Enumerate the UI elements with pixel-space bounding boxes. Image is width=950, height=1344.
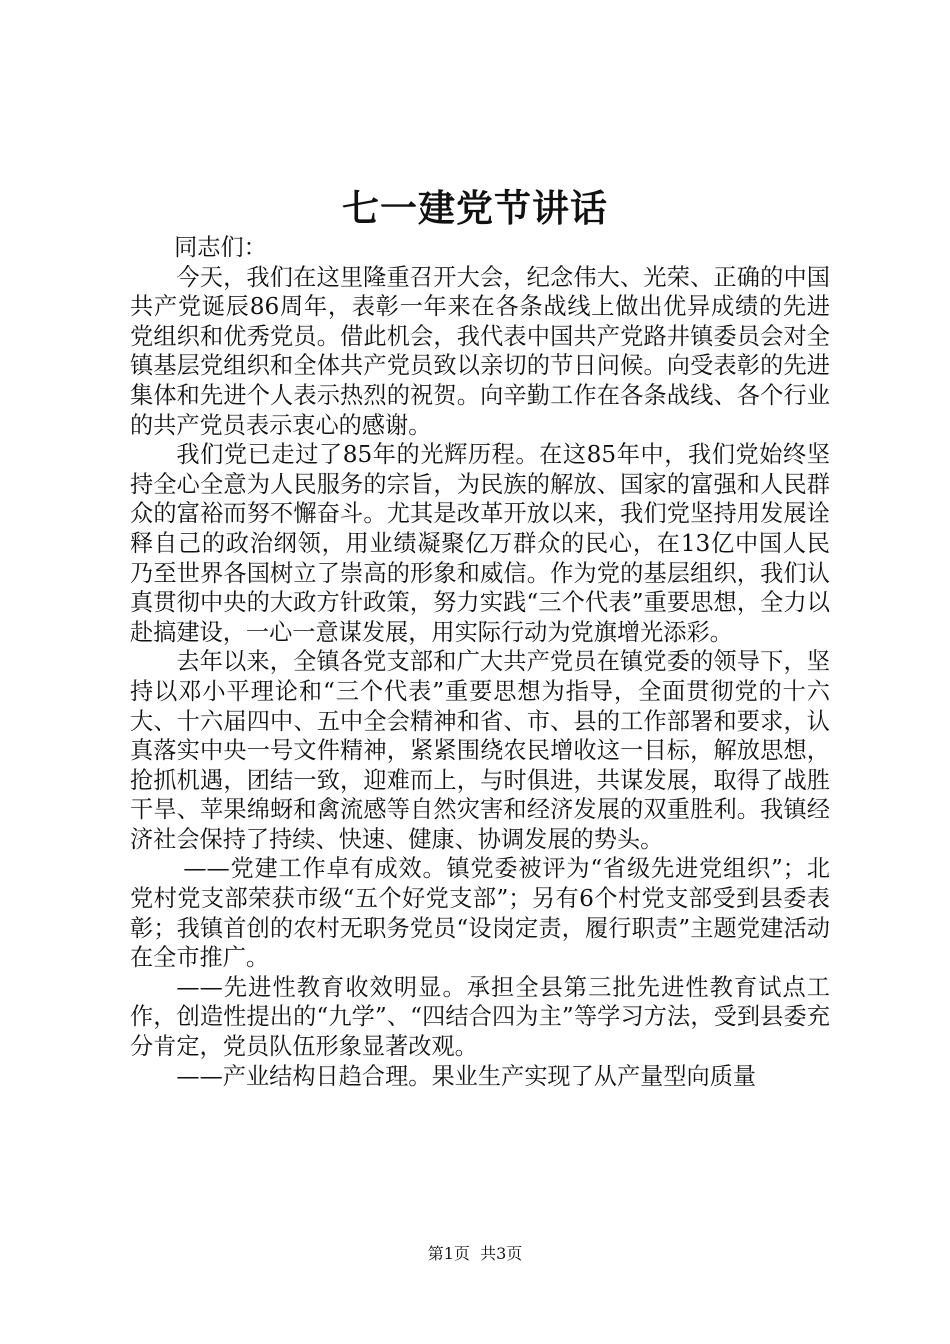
document-title: 七一建党节讲话 <box>342 186 608 230</box>
achievement-item: ——先进性教育收效明显。承担全县第三批先进性教育试点工作，创造性提出的“九学”、“四结合四为主”等学习方法，受到县委充分肯定，党员队伍形象显著改观。 <box>130 973 830 1061</box>
achievement-item: ——产业结构日趋合理。果业生产实现了从产量型向质量 <box>176 1062 757 1090</box>
document-body <box>130 233 830 1091</box>
body-paragraph: 我们党已走过了85年的光辉历程。在这85年中，我们党始终坚持全心全意为人民服务的宗旨，为民族的解放、国家的富强和人民群众的富裕而努不懈奋斗。尤其是改革开放以来，我们党坚持用发展诠释自己的政治纲领，用业绩凝聚亿万群众的民心，在13亿中国人民乃至世界各国树立了崇高的形象和威信。作为党的基层组织，我们认真贯彻中央的大政方针政策，努力实践“三个代表”重要思想，全力以赴搞建设，一心一意谋发展，用实际行动为党旗增光添彩。 <box>130 441 830 646</box>
body-paragraph: 去年以来，全镇各党支部和广大共产党员在镇党委的领导下，坚持以邓小平理论和“三个代表”重要思想为指导，全面贯彻党的十六大、十六届四中、五中全会精神和省、市、县的工作部署和要求，认真落实中央一号文件精神，紧紧围绕农民增收这一目标，解放思想，抢抓机遇，团结一致，迎难而上，与时俱进，共谋发展，取得了战胜干旱、苹果绵蚜和禽流感等自然灾害和经济发展的双重胜利。我镇经济社会保持了持续、快速、健康、协调发展的势头。 <box>130 648 830 853</box>
body-paragraph: 今天，我们在这里隆重召开大会，纪念伟大、光荣、正确的中国共产党诞辰86周年，表彰一年来在各条战线上做出优异成绩的先进党组织和优秀党员。借此机会，我代表中国共产党路井镇委员会对全镇基层党组织和全体共产党员致以亲切的节日问候。向受表彰的先进集体和先进个人表示热烈的祝贺。向辛勤工作在各条战线、各个行业的共产党员表示衷心的感谢。 <box>130 263 830 439</box>
achievement-item: ——党建工作卓有成效。镇党委被评为“省级先进党组织”；北党村党支部荣获市级“五个好党支部”；另有6个村党支部受到县委表彰；我镇首创的农村无职务党员“设岗定责，履行职责”主题党建活动在全市推广。 <box>130 855 830 972</box>
page-number: 第1页 共3页 <box>427 1244 523 1263</box>
greeting-paragraph: 同志们： <box>174 234 267 261</box>
page-footer <box>0 1244 950 1264</box>
